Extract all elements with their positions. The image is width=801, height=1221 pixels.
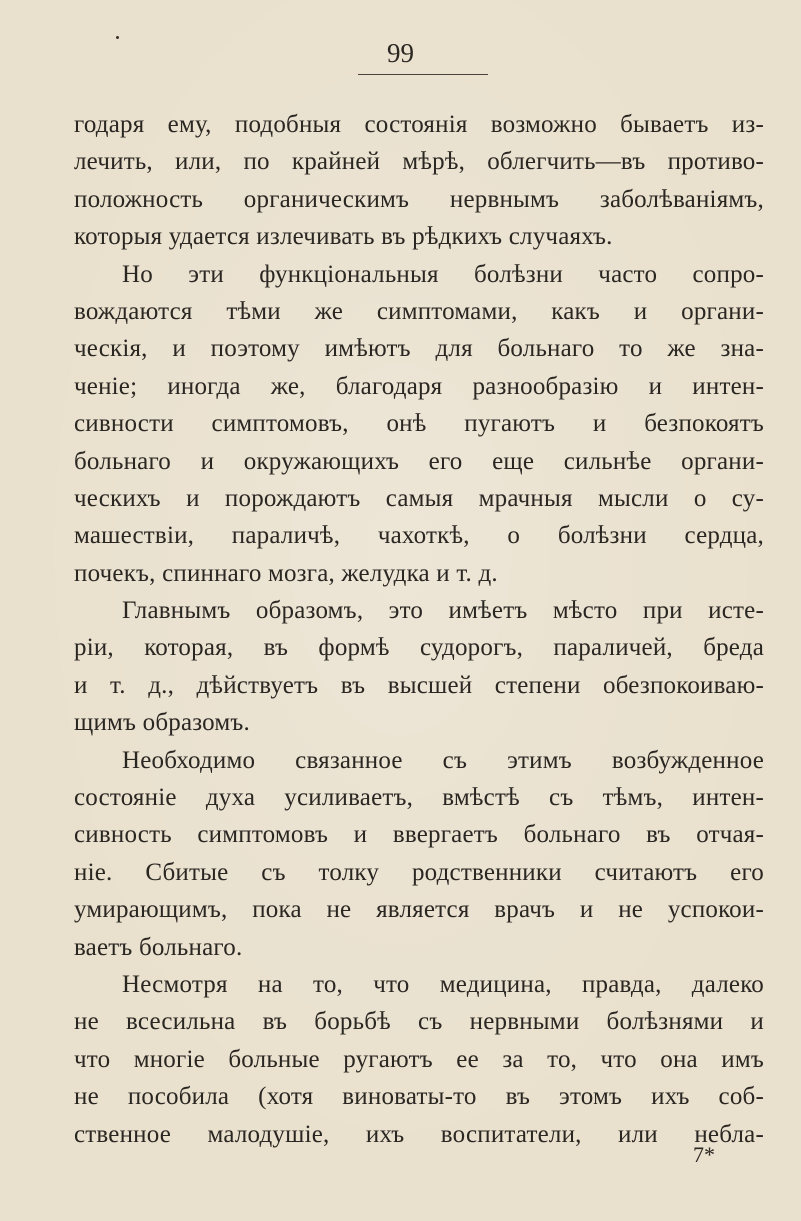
text-line: сивности симптомовъ, онѣ пугаютъ и безпокоятъ — [74, 410, 764, 438]
text-line: ченіе; иногда же, благодаря разнообразію и интен- — [74, 372, 764, 400]
text-line: состояніе духа усиливаетъ, вмѣстѣ съ тѣмъ, интен- — [74, 784, 764, 812]
text-line: умирающимъ, пока не является врачъ и не успокои- — [74, 896, 764, 924]
text-line: ріи, которая, въ формѣ судорогъ, параличей, бреда — [74, 634, 764, 662]
text-line: больнаго и окружающихъ его еще сильнѣе органи- — [74, 447, 764, 475]
text-line: не всесильна въ борьбѣ съ нервными болѣзнями и — [74, 1008, 764, 1036]
text-line: почекъ, спиннаго мозга, желудка и т. д. — [74, 559, 498, 587]
text-line: сивность симптомовъ и ввергаетъ больнаго въ отчая- — [74, 821, 764, 849]
text-line: положность органическимъ нервнымъ заболѣваніямъ, — [74, 185, 764, 213]
text-line: не пособила (хотя виноваты-то въ этомъ ихъ соб- — [74, 1083, 764, 1111]
text-line: лечить, или, по крайней мѣрѣ, облегчить—въ противо- — [74, 148, 764, 176]
page-number: 99 — [387, 38, 414, 68]
body-text — [74, 106, 764, 1153]
text-line: ственное малодушіе, ихъ воспитатели, или небла- — [74, 1120, 764, 1148]
text-line: машествіи, параличѣ, чахоткѣ, о болѣзни сердца, — [74, 522, 764, 550]
signature-mark: 7* — [693, 1142, 715, 1167]
text-line: которыя удается излечивать въ рѣдкихъ случаяхъ. — [74, 223, 613, 251]
paragraph-start-line: Необходимо связанное съ этимъ возбужденное — [122, 746, 764, 774]
paragraph-start-line: Несмотря на то, что медицина, правда, далеко — [122, 970, 764, 998]
text-line: щимъ образомъ. — [74, 709, 250, 737]
text-line: годаря ему, подобныя состоянія возможно бываетъ из- — [74, 111, 764, 138]
text-line: что многіе больные ругаютъ ее за то, что она имъ — [74, 1045, 764, 1073]
text-line: и т. д., дѣйствуетъ въ высшей степени обезпокоиваю- — [74, 671, 764, 699]
text-line: вождаются тѣми же симптомами, какъ и органи- — [74, 297, 764, 325]
paragraph-start-line: Но эти функціональныя болѣзни часто сопро- — [122, 260, 764, 288]
text-line: ческихъ и порождаютъ самыя мрачныя мысли о су- — [74, 484, 764, 512]
text-line: ваетъ больнаго. — [74, 933, 243, 961]
text-line: ческія, и поэтому имѣютъ для больнаго то же зна- — [74, 335, 764, 363]
header-rule — [358, 74, 488, 75]
text-line: ніе. Сбитые съ толку родственники считаютъ его — [74, 858, 764, 886]
paragraph-start-line: Главнымъ образомъ, это имѣетъ мѣсто при исте- — [122, 597, 764, 625]
